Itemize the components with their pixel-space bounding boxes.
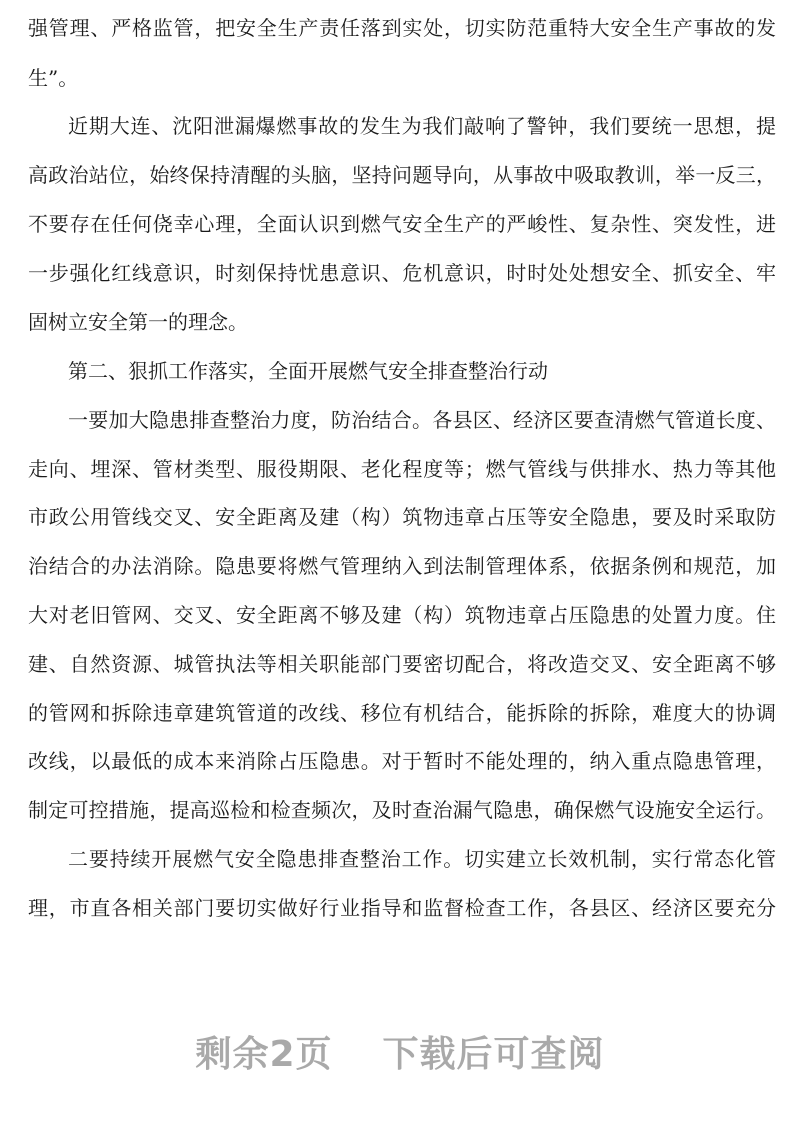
text-line: 理，市直各相关部门要切实做好行业指导和监督检查工作，各县区、经济区要充分 (28, 896, 776, 920)
text-line: 走向、埋深、管材类型、服役期限、老化程度等；燃气管线与供排水、热力等其他 (28, 457, 776, 481)
download-to-view-label[interactable]: 下载后可查阅 (382, 1034, 605, 1075)
text-line: 生”。 (28, 66, 79, 90)
paragraph-start-line: 二要持续开展燃气安全隐患排查整治工作。切实建立长效机制，实行常态化管 (68, 847, 776, 871)
text-line: 固树立安全第一的理念。 (28, 310, 248, 334)
text-line: 高政治站位，始终保持清醒的头脑，坚持问题导向，从事故中吸取教训，举一反三， (28, 163, 776, 187)
text-line: 制定可控措施，提高巡检和检查频次，及时查治漏气隐患，确保燃气设施安全运行。 (28, 798, 776, 822)
text-line: 建、自然资源、城管执法等相关职能部门要密切配合，将改造交叉、安全距离不够 (28, 652, 776, 676)
text-line: 强管理、严格监管，把安全生产责任落到实处，切实防范重特大安全生产事故的发 (28, 16, 776, 40)
download-prompt[interactable] (0, 1026, 800, 1077)
section-heading: 第二、狠抓工作落实，全面开展燃气安全排查整治行动 (68, 359, 548, 383)
text-line: 治结合的办法消除。隐患要将燃气管理纳入到法制管理体系，依据条例和规范，加 (28, 554, 776, 578)
text-line: 市政公用管线交叉、安全距离及建（构）筑物违章占压等安全隐患，要及时采取防 (28, 505, 776, 529)
text-line: 的管网和拆除违章建筑管道的改线、移位有机结合，能拆除的拆除，难度大的协调 (28, 701, 776, 725)
text-line: 一步强化红线意识，时刻保持忧患意识、危机意识，时时处处想安全、抓安全、牢 (28, 261, 776, 285)
text-line: 改线，以最低的成本来消除占压隐患。对于暂时不能处理的，纳入重点隐患管理， (28, 749, 776, 773)
paragraph-start-line: 近期大连、沈阳泄漏爆燃事故的发生为我们敲响了警钟，我们要统一思想，提 (68, 114, 776, 138)
text-line: 大对老旧管网、交叉、安全距离不够及建（构）筑物违章占压隐患的处置力度。住 (28, 603, 776, 627)
paragraph-start-line: 一要加大隐患排查整治力度，防治结合。各县区、经济区要查清燃气管道长度、 (68, 408, 776, 432)
remaining-pages-label: 剩余2页 (195, 1034, 333, 1075)
text-line: 不要存在任何侥幸心理，全面认识到燃气安全生产的严峻性、复杂性、突发性，进 (28, 212, 776, 236)
